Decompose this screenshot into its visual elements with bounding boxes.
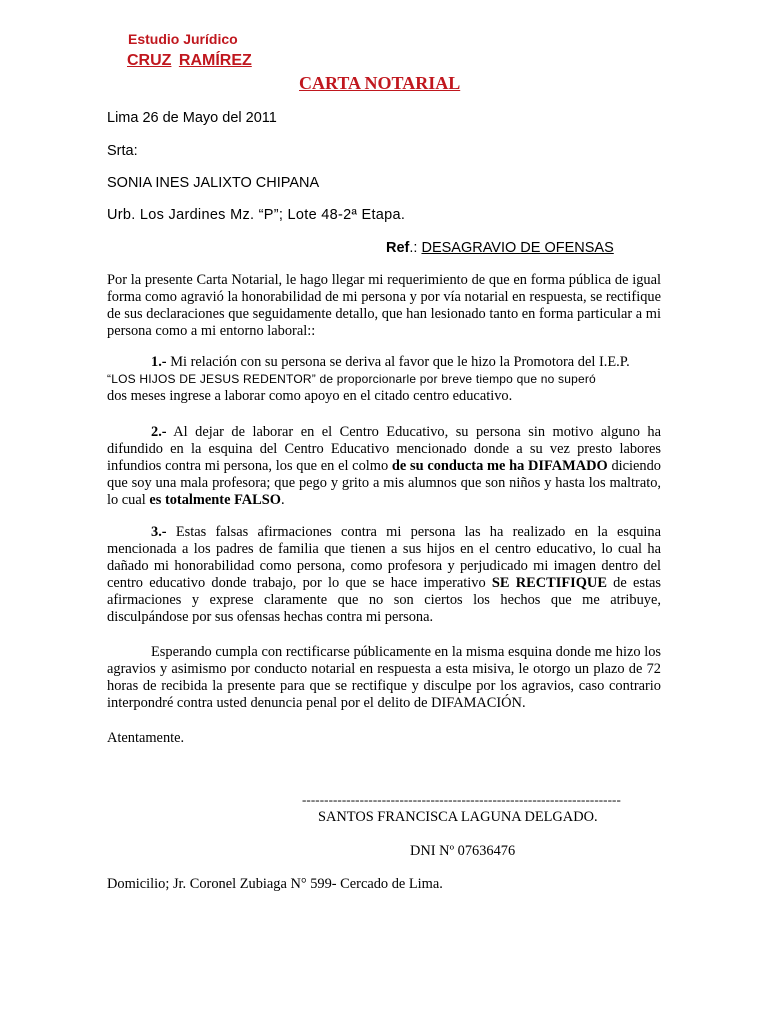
paragraph-2-bold-2: es totalmente FALSO [149, 492, 281, 508]
signer-domicile: Domicilio; Jr. Coronel Zubiaga N° 599- Cercado de Lima. [107, 876, 443, 892]
intro-paragraph: Por la presente Carta Notarial, le hago llegar mi requerimiento de que en forma pública de igual forma como agravió la honorabilidad de mi persona y por vía notarial en respuesta, se rectifique de sus declaraciones que seguidamente detallo, que han lesionado tanto en forma particular a mi persona como a mi entorno laboral:: [107, 272, 661, 339]
paragraph-2-number: 2.- [151, 424, 167, 440]
paragraph-3-bold: SE RECTIFIQUE [491, 575, 607, 591]
firm-surname-ramirez: RAMÍREZ [178, 52, 252, 69]
paragraph-4-text: Esperando cumpla con rectificarse públicamente en la misma esquina donde me hizo los agravios y asimismo por conducto notarial en respuesta a esta misiva, le otorgo un plazo de 72 horas de recibida la presente para que se rectifique y disculpe por los agravios, caso contrario interpondré contra usted denuncia penal por el delito de DIFAMACIÓN. [107, 644, 661, 711]
letter-date: Lima 26 de Mayo del 2011 [107, 110, 277, 126]
recipient-name: SONIA INES JALIXTO CHIPANA [107, 175, 320, 191]
signer-name: SANTOS FRANCISCA LAGUNA DELGADO. [318, 809, 598, 825]
firm-surname-cruz: CRUZ [127, 52, 172, 69]
firm-name: Estudio Jurídico [128, 31, 238, 47]
closing: Atentamente. [107, 730, 185, 746]
paragraph-1-line-b: “LOS HIJOS DE JESUS REDENTOR” de proporcionarle por breve tiempo que no superó [107, 372, 596, 386]
paragraph-3-number: 3.- [151, 524, 167, 540]
paragraph-3 [107, 524, 661, 626]
paragraph-2-text-b: diciendo que soy una mala profesora; que pego y grito a mis alumnos que son niños y hasta los maltrato, lo cual [107, 458, 661, 508]
paragraph-2-text-c: . [280, 492, 285, 508]
reference-line [386, 240, 614, 256]
paragraph-1-number: 1.- [151, 354, 167, 370]
paragraph-1-line-c: dos meses ingrese a laborar como apoyo en el citado centro educativo. [107, 388, 513, 404]
document-title: CARTA NOTARIAL [299, 73, 461, 93]
signature-line: ------------------------------------------------------------------------ [302, 792, 621, 807]
recipient-address: Urb. Los Jardines Mz. “P”; Lote 48-2ª Etapa. [107, 207, 406, 223]
paragraph-1 [107, 354, 661, 405]
paragraph-4 [107, 644, 661, 712]
firm-surnames [127, 52, 252, 70]
paragraph-2-text-a: Al dejar de laborar en el Centro Educativo, su persona sin motivo alguno ha difundido en la esquina del Centro Educativo mencionado donde a su vez presto labores infundios contra mi persona, los que en el colmo [107, 424, 661, 474]
greeting: Srta: [107, 143, 138, 159]
reference-value: DESAGRAVIO DE OFENSAS [421, 240, 614, 256]
reference-separator: .: [409, 240, 422, 256]
paragraph-2-bold-1: de su conducta me ha DIFAMADO [391, 458, 608, 474]
paragraph-3-text-b: de estas afirmaciones y exprese claramente que no son ciertos los hechos que me atribuye, disculpándose por sus ofensas hechas contra mi persona. [107, 575, 661, 625]
paragraph-2 [107, 424, 661, 509]
reference-label: Ref [386, 240, 410, 256]
paragraph-1-line-a: Mi relación con su persona se deriva al favor que le hizo la Promotora del I.E.P. [166, 354, 630, 370]
signer-dni: DNI Nº 07636476 [410, 843, 516, 859]
paragraph-3-text-a: Estas falsas afirmaciones contra mi persona las ha realizado en la esquina mencionada a los padres de familia que tienen a sus hijos en el centro educativo, lo cual ha dañado mi honorabilidad como persona, como profesora y perjudicado mi imagen dentro del centro educativo donde trabajo, por lo que se hace imperativo [107, 524, 661, 591]
